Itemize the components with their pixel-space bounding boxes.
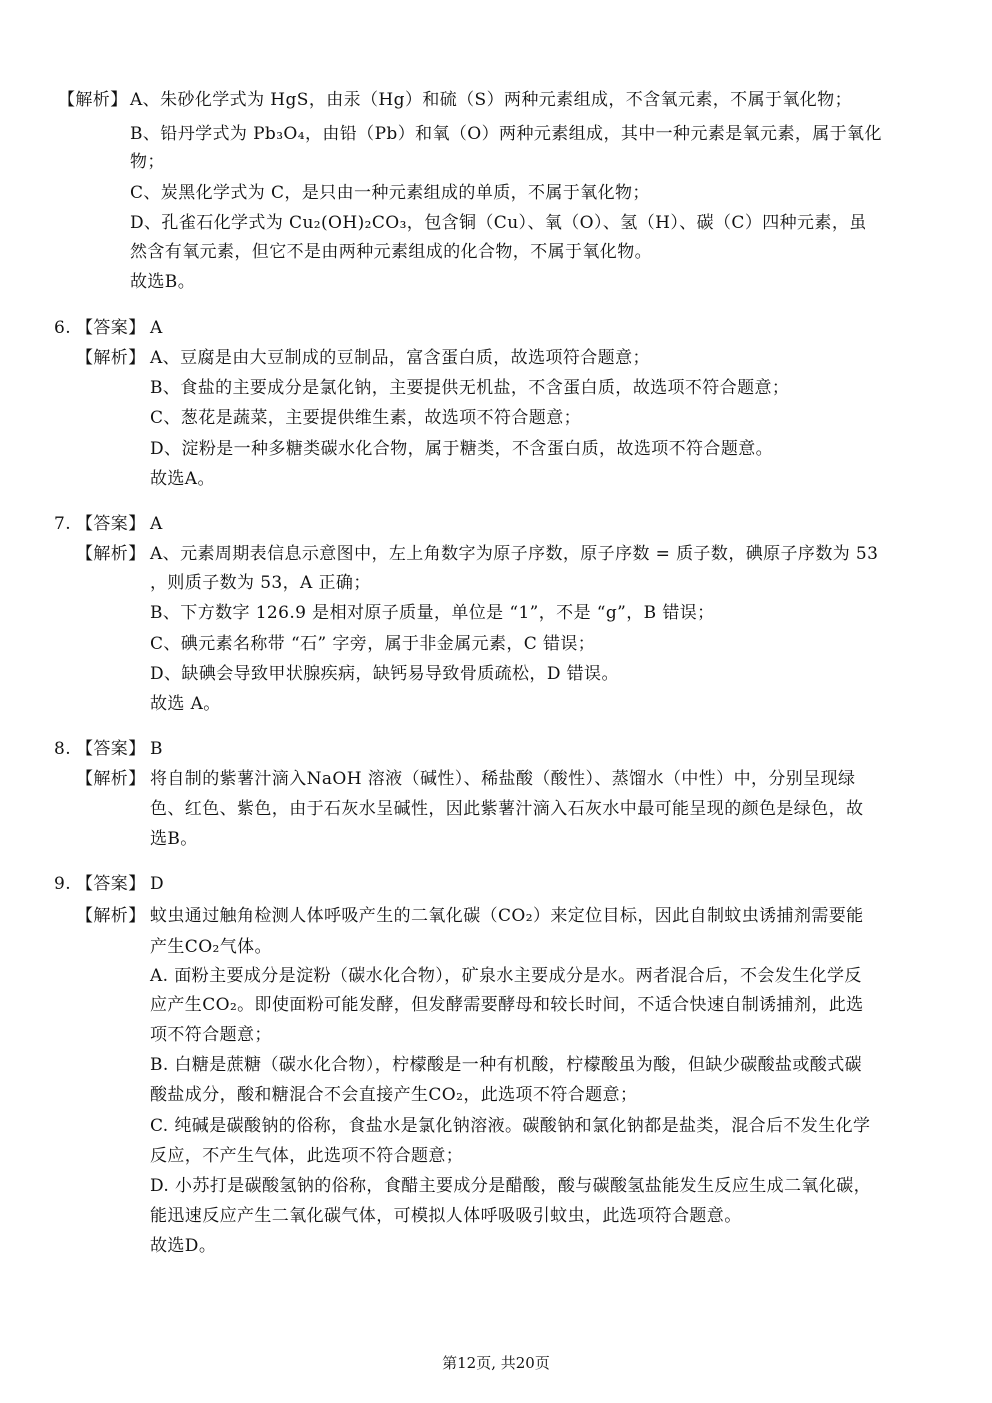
q5-analysis-line: A、朱砂化学式为 HgS，由汞（Hg）和硫（S）两种元素组成，不含氧元素，不属于氧化物； xyxy=(130,90,852,110)
q6-number: 6. xyxy=(54,318,72,338)
q7-analysis-line: C、碘元素名称带 “石” 字旁，属于非金属元素，C 错误； xyxy=(150,634,596,654)
q8-answer: B xyxy=(150,739,163,759)
q5-analysis-label: 【解析】 xyxy=(58,90,128,110)
q8-analysis-line: 色、红色、紫色，由于石灰水呈碱性，因此紫薯汁滴入石灰水中最可能呈现的颜色是绿色，故 xyxy=(150,799,864,819)
q8-analysis-label: 【解析】 xyxy=(76,769,146,789)
q9-analysis-line: 故选D。 xyxy=(150,1236,217,1256)
q9-analysis-line: 蚊虫通过触角检测人体呼吸产生的二氧化碳（CO₂）来定位目标，因此自制蚊虫诱捕剂需要能 xyxy=(150,906,864,926)
q9-analysis-line: A. 面粉主要成分是淀粉（碳水化合物），矿泉水主要成分是水。两者混合后，不会发生化学反 xyxy=(150,966,862,986)
q9-analysis-line: 应产生CO₂。即使面粉可能发酵，但发酵需要酵母和较长时间，不适合快速自制诱捕剂，此选 xyxy=(150,995,864,1015)
q9-analysis-line: B. 白糖是蔗糖（碳水化合物），柠檬酸是一种有机酸，柠檬酸虽为酸，但缺少碳酸盐或酸式碳 xyxy=(150,1055,862,1075)
q9-analysis-line: 能迅速反应产生二氧化碳气体，可模拟人体呼吸吸引蚊虫，此选项符合题意。 xyxy=(150,1206,742,1226)
q7-analysis-line: ，则质子数为 53，A 正确； xyxy=(150,573,371,593)
q6-answer-label: 【答案】 xyxy=(76,318,146,338)
q5-analysis-line: D、孔雀石化学式为 Cu₂(OH)₂CO₃，包含铜（Cu）、氧（O）、氢（H）、碳（C）四种元素，虽 xyxy=(130,213,867,233)
q7-analysis-line: D、缺碘会导致甲状腺疾病，缺钙易导致骨质疏松，D 错误。 xyxy=(150,664,619,684)
q9-answer-label: 【答案】 xyxy=(76,874,146,894)
q5-analysis-line: 故选B。 xyxy=(130,272,196,292)
q5-analysis-line: 然含有氧元素，但它不是由两种元素组成的化合物，不属于氧化物。 xyxy=(130,242,652,262)
q9-analysis-line: C. 纯碱是碳酸钠的俗称，食盐水是氯化钠溶液。碳酸钠和氯化钠都是盐类，混合后不发生化学 xyxy=(150,1116,871,1136)
page-number: 第12页, 共20页 xyxy=(442,1354,550,1372)
q8-analysis-line: 将自制的紫薯汁滴入NaOH 溶液（碱性）、稀盐酸（酸性）、蒸馏水（中性）中，分别呈现绿 xyxy=(150,769,856,789)
q6-analysis-line: C、葱花是蔬菜，主要提供维生素，故选项不符合题意； xyxy=(150,408,582,428)
q7-analysis-line: B、下方数字 126.9 是相对原子质量，单位是 “1”，不是 “g”，B 错误； xyxy=(150,603,715,623)
q6-analysis-line: B、食盐的主要成分是氯化钠，主要提供无机盐，不含蛋白质，故选项不符合题意； xyxy=(150,378,790,398)
q9-number: 9. xyxy=(54,874,72,894)
q7-number: 7. xyxy=(54,514,72,534)
q8-analysis-line: 选B。 xyxy=(150,829,198,849)
q6-analysis-line: D、淀粉是一种多糖类碳水化合物，属于糖类，不含蛋白质，故选项不符合题意。 xyxy=(150,439,774,459)
q9-analysis-line: 反应，不产生气体，此选项不符合题意； xyxy=(150,1146,464,1166)
q6-analysis-line: 故选A。 xyxy=(150,469,215,489)
q5-analysis-line: B、铅丹学式为 Pb₃O₄，由铅（Pb）和氧（O）两种元素组成，其中一种元素是氧元素，属于氧化 xyxy=(130,124,882,144)
q8-answer-label: 【答案】 xyxy=(76,739,146,759)
q9-analysis-label: 【解析】 xyxy=(76,906,146,926)
q7-analysis-label: 【解析】 xyxy=(76,544,146,564)
q5-analysis-line: 物； xyxy=(130,152,165,172)
q6-analysis-line: A、豆腐是由大豆制成的豆制品，富含蛋白质，故选项符合题意； xyxy=(150,348,650,368)
q9-analysis-line: 酸盐成分，酸和糖混合不会直接产生CO₂，此选项不符合题意； xyxy=(150,1085,638,1105)
q7-answer-label: 【答案】 xyxy=(76,514,146,534)
q6-analysis-label: 【解析】 xyxy=(76,348,146,368)
q7-answer: A xyxy=(150,514,163,534)
q6-answer: A xyxy=(150,318,163,338)
q9-analysis-line: 产生CO₂气体。 xyxy=(150,937,272,957)
q7-analysis-line: 故选 A。 xyxy=(150,694,221,714)
q8-number: 8. xyxy=(54,739,72,759)
q9-analysis-line: D. 小苏打是碳酸氢钠的俗称，食醋主要成分是醋酸，酸与碳酸氢盐能发生反应生成二氧化碳， xyxy=(150,1176,872,1196)
q9-analysis-line: 项不符合题意； xyxy=(150,1025,272,1045)
q7-analysis-line: A、元素周期表信息示意图中，左上角数字为原子序数，原子序数 = 质子数，碘原子序数为 53 xyxy=(150,544,879,564)
q5-analysis-line: C、炭黑化学式为 C，是只由一种元素组成的单质，不属于氧化物； xyxy=(130,183,650,203)
q9-answer: D xyxy=(150,874,165,894)
